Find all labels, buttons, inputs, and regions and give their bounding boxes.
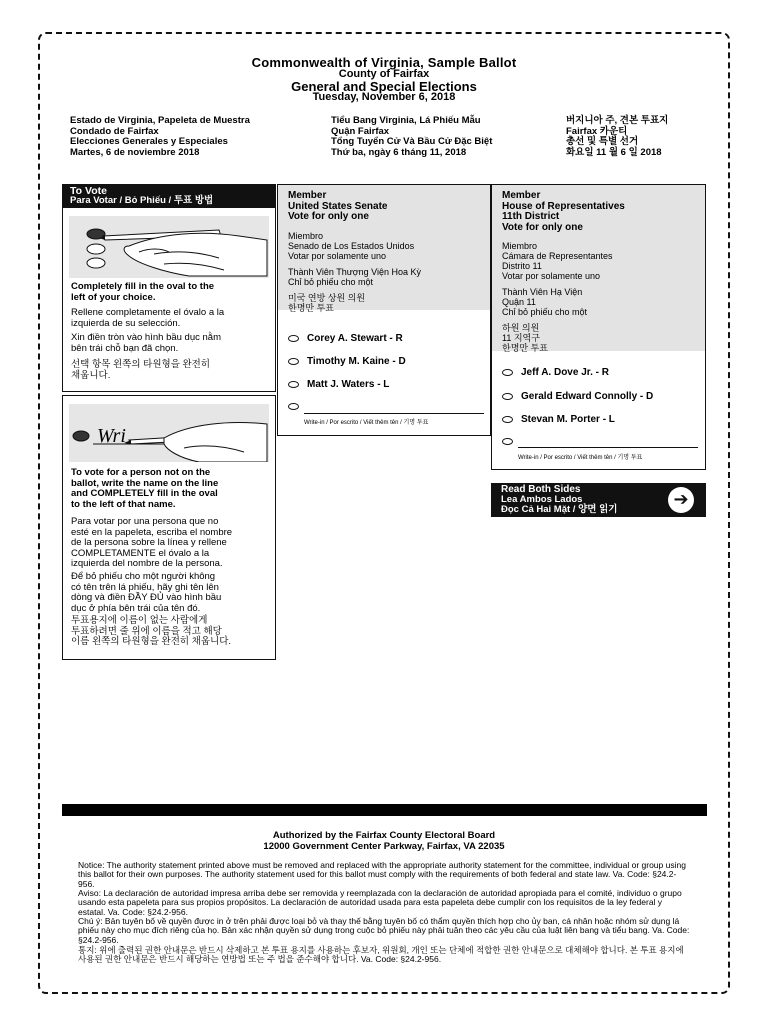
vote-oval[interactable] — [502, 438, 513, 445]
write-in-instructions: Wri To vote for a person not on the ballot, write the name on the line and COMPLETELY fill in the oval to the left of that name. Para votar por una persona que no esté en la papeleta, escriba el nombre de la persona sobre la línea y rellene COMPLETAMENTE el óvalo a la izquierda del nombre de la persona. Để bỏ phiếu cho một người không có tên trên lá phiếu, hãy ghi tên lên dòng và điền ĐẦY ĐỦ vào hình bầu dục ở phía bên trái của tên đó. 투표용지에 이름이 없는 사람에게 투표하려면 줄 위에 이름을 적고 해당 이름 왼쪽의 타원형을 완전히 채웁니다. — [62, 395, 276, 660]
house-race — [491, 184, 706, 470]
write-sample-text: Wri — [97, 425, 126, 447]
hand-writing-icon — [69, 404, 269, 462]
candidate-waters[interactable]: Matt J. Waters - L — [288, 379, 389, 390]
vote-oval[interactable] — [502, 369, 513, 376]
candidate-porter[interactable]: Stevan M. Porter - L — [502, 414, 615, 425]
county-name: County of Fairfax — [338, 68, 430, 80]
election-name: General and Special Elections — [291, 79, 477, 94]
authority-statement: Authorized by the Fairfax County Electoral Board 12000 Government Center Parkway, Fairfax, VA 22035 — [263, 830, 505, 852]
senate-writein-label: Write-in / Por escrito / Viết thêm tên / 기명 투표 — [304, 420, 429, 426]
ballot-title: Commonwealth of Virginia, Sample Ballot — [251, 55, 517, 70]
notice-korean: 통지: 위에 출력된 권한 안내문은 반드시 삭제하고 본 투표 용지를 사용하는 후보자, 위원회, 개인 또는 단체에 적합한 권한 안내문으로 대체해야 합니다. 본 투표 용지에 사용된 권한 안내문은 반드시 해당하는 연방법 또는 주 법을 준수해야 합니다. Va. Code: §24.2-956. — [78, 945, 684, 965]
arrow-right-icon: ➔ — [668, 487, 694, 513]
fill-oval-illustration — [69, 216, 269, 278]
house-writein-oval[interactable] — [502, 438, 521, 445]
candidate-kaine[interactable]: Timothy M. Kaine - D — [288, 356, 406, 367]
divider-bar — [62, 804, 707, 816]
senate-race — [277, 184, 491, 436]
vote-oval[interactable] — [288, 358, 299, 365]
notice-english: Notice: The authority statement printed above must be removed and replaced with the appropriate authority statement for the committee, individual or group using this ballot for their own purposes. The authority statement used for this ballot must comply with the requirements of both federal and state law. Va. Code: §24.2-956. — [78, 860, 686, 889]
senate-writein-line[interactable] — [304, 413, 484, 414]
read-both-sides-banner: Read Both Sides Lea Ambos Lados Đọc Cả Hai Mặt / 양면 읽기 ➔ — [491, 483, 706, 517]
hand-pencil-icon — [69, 216, 269, 278]
korean-header: 버지니아 주, 견본 투표지 Fairfax 카운티 총선 및 특별 선거 화요일 11 월 6 일 2018 — [566, 115, 669, 158]
to-vote-header: To Vote Para Votar / Bỏ Phiếu / 투표 방법 — [62, 184, 276, 208]
house-writein-line[interactable] — [518, 447, 698, 448]
candidate-stewart[interactable]: Corey A. Stewart - R — [288, 333, 403, 344]
write-in-illustration — [69, 404, 269, 462]
vietnamese-header: Tiểu Bang Virginia, Lá Phiếu Mẫu Quận Fairfax Tổng Tuyển Cử Và Bầu Cử Đặc Biệt Thứ ba, ngày 6 tháng 11, 2018 — [331, 115, 493, 158]
vote-oval[interactable] — [502, 416, 513, 423]
notice-spanish: Aviso: La declaración de autoridad impresa arriba debe ser removida y reemplazada con la declaración de autoridad apropiada para el comité, individuo o grupo usando esta papeleta para sus propios propósitos. La declaración de autoridad usada para esta papeleta debe cumplir con los requisitos de la ley federal y estatal. Va. Code: §24.2-956. — [78, 888, 682, 917]
vote-oval[interactable] — [288, 403, 299, 410]
vote-oval[interactable] — [288, 335, 299, 342]
vote-oval[interactable] — [502, 393, 513, 400]
senate-writein-oval[interactable] — [288, 403, 307, 410]
senate-header: Member United States Senate Vote for only one Miembro Senado de Los Estados Unidos Votar por solamente uno Thành Viên Thượng Viện Hoa Kỳ Chỉ bỏ phiếu cho một 미국 연방 상원 의원 한명만 투표 — [278, 185, 490, 310]
fill-oval-instructions: Completely fill in the oval to the left of your choice. Rellene completamente el óvalo a la izquierda de su selección. Xin điền tròn vào hình bầu dục nằm bên trái chỗ bạn đã chọn. 선택 항목 왼쪽의 타원형을 완전히 채웁니다. — [62, 208, 276, 392]
notice-vietnamese: Chú ý: Bản tuyên bố về quyền được in ở trên phải được loại bỏ và thay thế bằng tuyên bố có thẩm quyền thích hợp cho ủy ban, cá nhân hoặc nhóm sử dụng lá phiếu này cho mục đích riêng của họ. Bản xác nhận quyền sử dụng trong cuộc bỏ phiếu này phải tuân theo các yêu cầu của luật liên bang và tiểu bang. Va. Code: §24.2-956. — [78, 916, 690, 945]
election-date: Tuesday, November 6, 2018 — [312, 91, 456, 103]
house-header: Member House of Representatives 11th District Vote for only one Miembro Cámara de Representantes Distrito 11 Votar por solamente uno Thành Viên Hạ Viện Quận 11 Chỉ bỏ phiếu cho một 하원 의원 11 지역구 한명만 투표 — [492, 185, 705, 351]
spanish-header: Estado de Virginia, Papeleta de Muestra Condado de Fairfax Elecciones Generales y Especiales Martes, 6 de noviembre 2018 — [70, 115, 250, 158]
candidate-connolly[interactable]: Gerald Edward Connolly - D — [502, 391, 653, 402]
candidate-dove[interactable]: Jeff A. Dove Jr. - R — [502, 367, 609, 378]
vote-oval[interactable] — [288, 381, 299, 388]
house-writein-label: Write-in / Por escrito / Viết thêm tên / 기명 투표 — [518, 455, 643, 461]
